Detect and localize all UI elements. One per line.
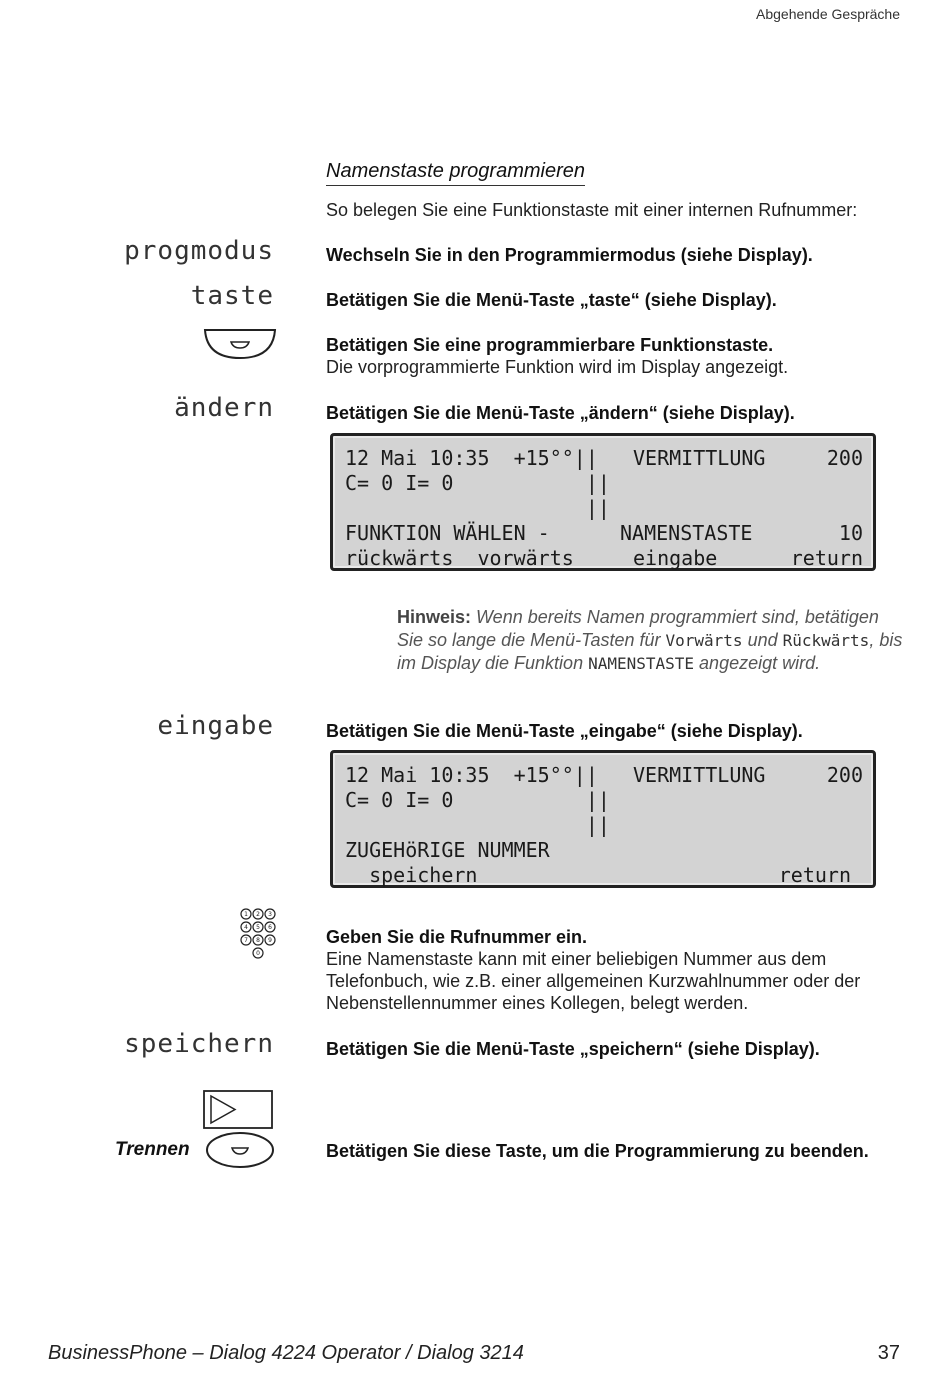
lcd1-line-3: || — [345, 496, 610, 520]
lcd2-line-4: ZUGEHöRIGE NUMMER — [345, 838, 550, 862]
step-7 — [326, 1038, 906, 1060]
lcd1-line-1-left: 12 Mai 10:35 +15°°|| — [345, 446, 598, 470]
softkey-eingabe: eingabe — [157, 711, 274, 741]
lcd1-softkey-return: return — [790, 546, 863, 570]
keypad-key-3: 3 — [268, 911, 272, 918]
lcd1-line-1-right: 200 — [826, 446, 863, 470]
step-8-instruction: Betätigen Sie diese Taste, um die Programmierung zu beenden. — [326, 1141, 869, 1161]
lcd1-line-4-left: FUNKTION WÄHLEN - — [345, 521, 550, 545]
intro-text: So belegen Sie eine Funktionstaste mit einer internen Rufnummer: — [326, 200, 858, 220]
step-2-instruction: Betätigen Sie die Menü-Taste „taste“ (siehe Display). — [326, 290, 777, 310]
step-3-note: Die vorprogrammierte Funktion wird im Display angezeigt. — [326, 357, 789, 377]
trennen-indicator-icon — [203, 1090, 275, 1130]
step-3-instruction: Betätigen Sie eine programmierbare Funktionstaste. — [326, 335, 774, 355]
step-1-instruction: Wechseln Sie in den Programmiermodus (siehe Display). — [326, 245, 813, 265]
step-5-instruction: Betätigen Sie die Menü-Taste „eingabe“ (siehe Display). — [326, 721, 803, 741]
softkey-progmodus: progmodus — [124, 236, 274, 266]
hint-key-vorwaerts: Vorwärts — [665, 630, 743, 650]
keypad-key-6: 6 — [268, 924, 272, 931]
lcd2-line-3: || — [345, 813, 610, 837]
hint-text-4: angezeigt wird. — [694, 653, 821, 673]
lcd1-line-2: C= 0 I= 0 || — [345, 471, 610, 495]
lcd1-line-1-mid: VERMITTLUNG — [633, 446, 766, 470]
softkey-aendern: ändern — [174, 393, 274, 423]
keypad-key-0: 0 — [256, 950, 260, 957]
page-number: 37 — [877, 1342, 900, 1364]
lcd1-line-5 — [345, 546, 863, 571]
lcd1-softkey-labels-left: rückwärts vorwärts — [345, 546, 574, 570]
keypad-icon — [238, 906, 280, 962]
lcd1-line-4-right: 10 — [838, 521, 863, 545]
lcd1-line-4-mid: NAMENSTASTE — [620, 521, 753, 545]
keypad-key-2: 2 — [256, 911, 260, 918]
hint-text-3: , bis im Display die Funktion — [397, 629, 903, 673]
step-5 — [326, 720, 906, 742]
keypad-key-1: 1 — [244, 911, 248, 918]
lcd2-softkey-return: return — [778, 863, 851, 887]
keypad-key-9: 9 — [268, 937, 272, 944]
lcd2-line-1 — [345, 763, 863, 788]
hint-label: Hinweis: — [397, 607, 472, 627]
function-key-icon — [203, 328, 277, 360]
lcd2-line-1-left: 12 Mai 10:35 +15°°|| — [345, 763, 598, 787]
lcd2-line-5 — [345, 863, 863, 888]
hint-note — [397, 606, 907, 676]
step-6-instruction: Geben Sie die Rufnummer ein. — [326, 927, 588, 947]
step-2 — [326, 289, 906, 311]
keypad-key-7: 7 — [244, 937, 248, 944]
keypad-key-5: 5 — [256, 924, 260, 931]
step-6-note: Eine Namenstaste kann mit einer beliebigen Nummer aus dem Telefonbuch, wie z.B. einer allgemeinen Kurzwahlnummer oder der Nebenstellennummer eines Kollegen, belegt werden. — [326, 949, 861, 1013]
keypad-key-4: 4 — [244, 924, 248, 931]
softkey-speichern: speichern — [124, 1029, 274, 1059]
lcd1-line-4 — [345, 521, 863, 546]
lcd2-line-2: C= 0 I= 0 || — [345, 788, 610, 812]
step-6 — [326, 926, 906, 1014]
softkey-taste: taste — [190, 281, 274, 311]
step-3 — [326, 334, 906, 378]
lcd1-softkey-eingabe: eingabe — [633, 546, 718, 570]
hint-text-1: Wenn bereits Namen programmiert sind, betätigen Sie so lange die Menü-Tasten für — [397, 607, 879, 650]
section-title: Namenstaste programmieren — [326, 160, 585, 186]
lcd-display-2 — [330, 750, 876, 888]
lcd-display-1 — [330, 433, 876, 571]
hint-text-2: und — [742, 629, 783, 650]
section-header: Abgehende Gespräche — [756, 6, 900, 22]
step-4 — [326, 402, 906, 424]
lcd2-line-1-right: 200 — [826, 763, 863, 787]
step-8 — [326, 1140, 906, 1162]
footer-title: BusinessPhone – Dialog 4224 Operator / Dialog 3214 — [48, 1342, 524, 1364]
step-1 — [326, 244, 906, 266]
lcd2-softkey-speichern: speichern — [345, 863, 478, 887]
step-4-instruction: Betätigen Sie die Menü-Taste „ändern“ (siehe Display). — [326, 403, 795, 423]
lcd1-line-1 — [345, 446, 863, 471]
trennen-label: Trennen — [115, 1139, 190, 1160]
step-7-instruction: Betätigen Sie die Menü-Taste „speichern“ (siehe Display). — [326, 1039, 820, 1059]
keypad-key-8: 8 — [256, 937, 260, 944]
hint-key-rueckwaerts: Rückwärts — [782, 630, 870, 650]
hint-key-namenstaste: NAMENSTASTE — [588, 654, 695, 673]
lcd2-line-1-mid: VERMITTLUNG — [633, 763, 766, 787]
trennen-key-icon — [205, 1131, 277, 1169]
